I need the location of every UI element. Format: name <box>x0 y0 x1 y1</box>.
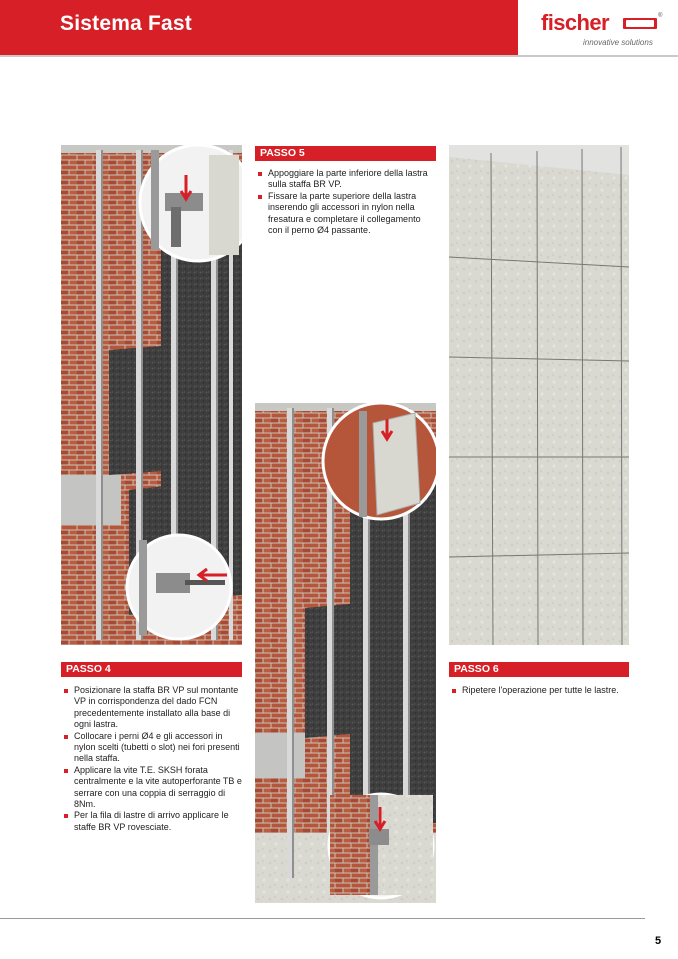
passo5-image <box>255 403 436 903</box>
passo4-list <box>63 685 242 833</box>
passo6-image <box>449 145 629 645</box>
page-title: Sistema Fast <box>60 12 192 35</box>
brand-tagline: innovative solutions <box>583 38 653 47</box>
page-header <box>0 0 678 55</box>
list-item: Fissare la parte superiore della lastra inserendo gli accessori in nylon nella fresatura e completare il collegamento con il perno Ø4 passante. <box>257 191 436 237</box>
brand-logo: fischer <box>541 10 609 35</box>
passo6-illustration <box>449 145 629 645</box>
header-shadow <box>0 55 678 57</box>
passo6-list <box>451 685 629 696</box>
page-number: 5 <box>655 935 662 947</box>
passo6-title: PASSO 6 <box>449 662 629 677</box>
list-item: Collocare i perni Ø4 e gli accessori in nylon scelti (tubetti o slot) nei fori presenti nella staffa. <box>63 731 242 765</box>
registered-mark: ® <box>658 13 663 19</box>
passo5-title: PASSO 5 <box>255 146 436 161</box>
logo-badge-icon <box>623 18 657 29</box>
passo5-illustration <box>255 403 436 903</box>
list-item: Appoggiare la parte inferiore della lastra sulla staffa BR VP. <box>257 168 436 191</box>
list-item: Ripetere l'operazione per tutte le lastre. <box>451 685 629 696</box>
passo5-list <box>257 168 436 236</box>
passo4-title: PASSO 4 <box>61 662 242 677</box>
passo4-illustration <box>61 145 242 645</box>
list-item: Per la fila di lastre di arrivo applicare le staffe BR VP rovesciate. <box>63 810 242 833</box>
list-item: Applicare la vite T.E. SKSH forata centralmente e la vite autoperforante TB e serrare con una coppia di serraggio di 8Nm. <box>63 765 242 811</box>
list-item: Posizionare la staffa BR VP sul montante VP in corrispondenza del dado FCN precedentemente installato alla base di ogni lastra. <box>63 685 242 731</box>
footer-divider <box>0 918 645 919</box>
passo4-image <box>61 145 242 645</box>
header-band <box>0 0 518 55</box>
